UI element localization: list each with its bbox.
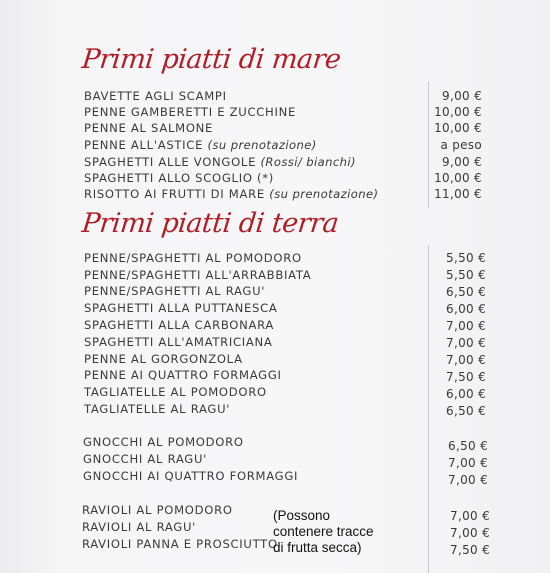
menu-item: PENNE/SPAGHETTI AL POMODORO: [84, 251, 302, 265]
menu-item: GNOCCHI AL POMODORO: [83, 435, 244, 449]
menu-item-price: 7,00 €: [446, 319, 486, 333]
menu-item: GNOCCHI AI QUATTRO FORMAGGI: [83, 469, 299, 483]
menu-item-price: 6,00 €: [446, 302, 486, 316]
menu-item-price: 7,50 €: [446, 370, 486, 384]
section-title-sea: Primi piatti di mare: [80, 44, 343, 75]
menu-item: RAVIOLI AL POMODORO: [82, 503, 233, 517]
menu-item-price: 9,00 €: [442, 155, 482, 169]
menu-item-note: (su prenotazione): [207, 138, 317, 152]
menu-item-price: 7,00 €: [448, 456, 488, 470]
menu-item-price: 6,50 €: [448, 439, 488, 453]
menu-item: PENNE/SPAGHETTI AL RAGU': [84, 284, 266, 298]
menu-item: SPAGHETTI ALLO SCOGLIO (*): [84, 171, 274, 185]
menu-item-price: 7,00 €: [446, 336, 486, 350]
menu-item-price: 11,00 €: [434, 187, 482, 201]
menu-item: SPAGHETTI ALLE VONGOLE (Rossi/ bianchi): [84, 155, 356, 169]
menu-item-price: 7,50 €: [450, 543, 490, 557]
menu-item-price: 10,00 €: [434, 171, 482, 185]
menu-item-price: 7,00 €: [448, 473, 488, 487]
menu-item-note: (su prenotazione): [269, 187, 379, 201]
menu-item-price: 6,50 €: [446, 404, 486, 418]
menu-item-price: a peso: [440, 138, 482, 152]
menu-item: PENNE AL GORGONZOLA: [84, 352, 243, 366]
menu-item: TAGLIATELLE AL POMODORO: [84, 385, 267, 399]
menu-item: PENNE GAMBERETTI E ZUCCHINE: [84, 105, 296, 119]
menu-item: PENNE AI QUATTRO FORMAGGI: [84, 368, 282, 382]
menu-item: RAVIOLI AL RAGU': [82, 520, 197, 534]
allergen-note-line: di frutta secca): [273, 540, 362, 555]
menu-item: BAVETTE AGLI SCAMPI: [84, 89, 227, 103]
menu-item: SPAGHETTI ALL'AMATRICIANA: [84, 335, 273, 349]
menu-item-price: 7,00 €: [446, 353, 486, 367]
menu-item-price: 6,00 €: [446, 387, 486, 401]
menu-item-price: 9,00 €: [442, 89, 482, 103]
menu-item: SPAGHETTI ALLA CARBONARA: [84, 318, 275, 332]
menu-item-price: 10,00 €: [434, 105, 482, 119]
menu-item: SPAGHETTI ALLA PUTTANESCA: [84, 301, 278, 315]
menu-item-price: 5,50 €: [446, 268, 486, 282]
allergen-note-line: (Possono: [273, 508, 331, 523]
menu-item-note: (Rossi/ bianchi): [260, 155, 356, 169]
menu-item: TAGLIATELLE AL RAGU': [84, 402, 231, 416]
menu-item-price: 5,50 €: [446, 251, 486, 265]
menu-item: RAVIOLI PANNA E PROSCIUTTO: [82, 537, 278, 551]
menu-item: PENNE AL SALMONE: [84, 121, 214, 135]
menu-item-price: 6,50 €: [446, 285, 486, 299]
section-title-land: Primi piatti di terra: [80, 208, 340, 239]
allergen-note-line: contenere tracce: [273, 524, 374, 539]
menu-item: PENNE/SPAGHETTI ALL'ARRABBIATA: [84, 268, 312, 282]
allergen-note: [273, 508, 374, 556]
menu-item: PENNE ALL'ASTICE (su prenotazione): [84, 138, 317, 152]
menu-item-price: 10,00 €: [434, 121, 482, 135]
menu-item-price: 7,00 €: [450, 526, 490, 540]
menu-item: GNOCCHI AL RAGU': [83, 452, 208, 466]
menu-item: RISOTTO AI FRUTTI DI MARE (su prenotazione): [84, 187, 379, 201]
menu-item-price: 7,00 €: [450, 509, 490, 523]
